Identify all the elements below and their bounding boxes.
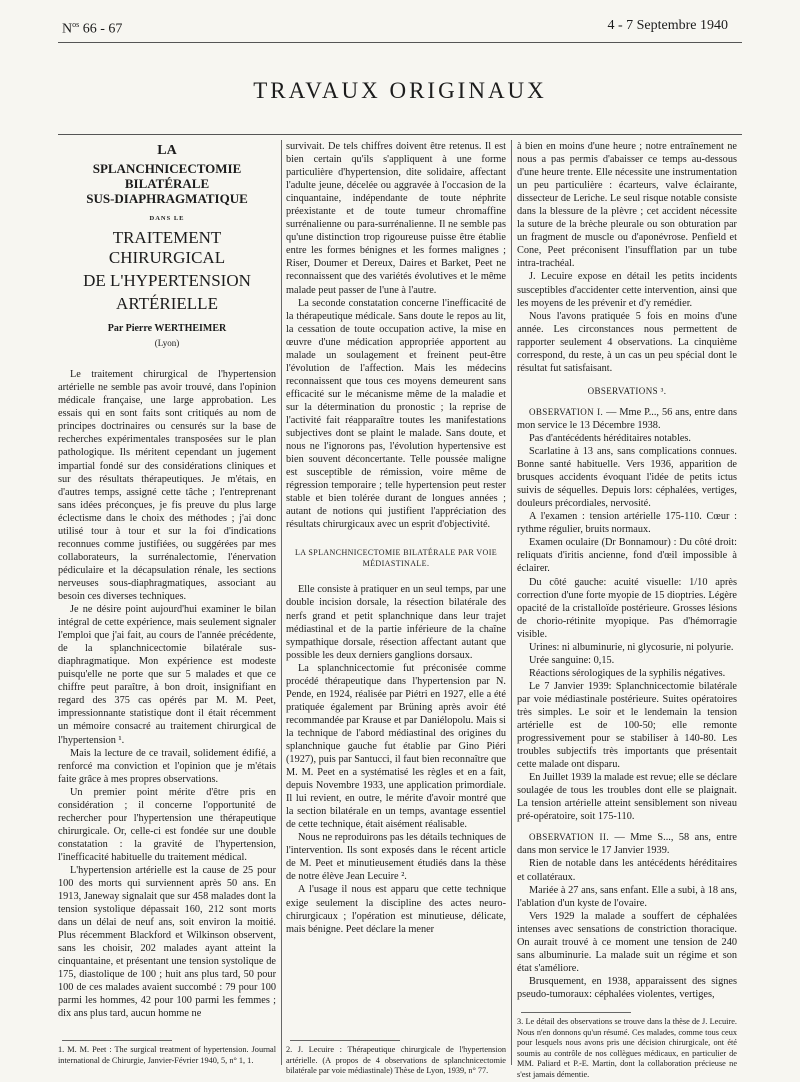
paragraph: La seconde constatation concerne l'inefficacité de la thérapeutique médicale. Sans doute le repos au lit, la cessation de toute occupation active, la mise en œuvre d'une médication appropriée apportent au malade un soulagement et freinent peut-être l'évolution de l'affection. Mais les médecins reconnaissent que tous ces moyens demeurent sans efficacité sur le mécanisme même de la maladie et sur la détermination du pronostic ; la reprise de l'activité fait réapparaître toutes les manifestations subjectives dont se plaint le malade. Sans doute, et nous ne l'ignorons pas, l'évolution hypertensive est bien souvent déconcertante. Telle poussée maligne est susceptible de rémission, voire même de régression temporaire ; telle hypertension peut rester stable et bien tolérée durant de longues années ; autant de notions qui justifient l'appréciation des résultats chirurgicaux avec un esprit d'objectivité. [286,297,506,531]
paragraph: En Juillet 1939 la malade est revue; elle se déclare soulagée de tous les troubles dont elle se plaignait. La tension artérielle atteint sensiblement son niveau pré-opératoire, soit 175-110. [517,772,737,823]
title-traitement: TRAITEMENT CHIRURGICAL [108,228,226,268]
paragraph: à bien en moins d'une heure ; notre entraînement ne nous a pas permis d'abaisser ce temps au-dessous d'une heure trente. Elle nécessite une instrumentation un peu particulière : écarteurs, valve éclairante, dissecteur de Leriche. Le seul risque notable consiste dans la blessure de la plèvre ; cet accident nécessite la suture de la brèche pleurale ou son obturation par un fragment de muscle ou d'aponévrose. Penfield et Cone, Peet préconisent l'insufflation par un tube intra-trachéal. [517,141,737,270]
issue-numbers: 66 - 67 [79,21,123,37]
footnote-rule [62,1040,172,1041]
column-1 [58,140,276,1021]
paragraph: Mariée à 27 ans, sans enfant. Elle a subi, à 18 ans, l'ablation d'un kyste de l'ovaire. [517,884,737,909]
paragraph: Pas d'antécédents héréditaires notables. [529,432,691,444]
header-rule [58,42,742,43]
author-name: Par Pierre WERTHEIMER [107,323,227,335]
paragraph: La splanchnicectomie fut préconisée comme procédé thérapeutique dans l'hypertension par N. Pende, en 1924, réalisée par Piétri en 1927, elle a été pratiquée également par Brüning après avoir été recommandée par Krause et par Daniélopolu. Mais si la technique de l'abord médiastinal des origines du splanchnique gauche fut établie par Gino Piéri (1927), puis par Santucci, il faut bien reconnaître que M. M. Peet en a systématisé les règles et en a fait, depuis Novembre 1933, une application primordiale. Il lui revient, en outre, le mérite d'avoir montré que la section bilatérale en un temps, avantage essentiel de cette technique, était aisément réalisable. [286,662,506,831]
observation-2 [517,831,737,857]
footnote-rule [290,1040,400,1041]
column-2 [286,140,506,936]
observation-intro: — Mme P..., 56 ans, entre dans mon service le 13 Décembre 1938. [517,406,737,431]
paragraph: J. Lecuire expose en détail les petits incidents susceptibles d'accidenter cette intervention, ainsi que les moyens de les prévenir et d'y remédier. [517,271,737,309]
paragraph: Examen oculaire (Dr Bonnamour) : Du côté droit: reliquats d'iritis ancienne, fond d'œil impossible à éclairer. [517,537,737,575]
paragraph: Du côté gauche: acuité visuelle: 1/10 après correction d'une forte myopie de 15 dioptries. Légère opacité de la cristalloïde postérieure. Grosses lésions de chorio-rétinite myopique. Pas d'hémorragie visible. [517,576,737,640]
paragraph: Scarlatine à 13 ans, sans complications connues. Bonne santé habituelle. Vers 1936, apparition de brusques accidents évoquant l'idée de petits ictus suivis de séquelles. Depuis lors: céphalées, vertiges, douleurs précordiales, nervosité. [517,446,737,510]
title-hypertension: DE L'HYPERTENSION [83,271,251,291]
subsection-heading: LA SPLANCHNICECTOMIE BILATÉRALE PAR VOIE MÉDIASTINALE. [294,548,498,569]
paragraph: Réactions sérologiques de la syphilis négatives. [529,667,726,679]
paragraph: Rien de notable dans les antécédents héréditaires et collatéraux. [517,858,737,883]
observation-intro: — Mme S..., 58 ans, entre dans mon service le 17 Janvier 1939. [517,832,737,857]
paragraph: Urines: ni albuminurie, ni glycosurie, ni polyurie. [529,641,734,653]
article-heading [58,144,276,350]
paragraph: Je ne désire point aujourd'hui examiner le bilan intégral de cette expérience, mais seulement signaler l'emploi que j'ai fait, au cours de l'année précédente, de la splanchnicectomie bilatérale sus-diaphragmatique. Mon expérience est modeste puisqu'elle ne porte que sur 5 malades et que ce chiffre peut paraître, à bon droit, insignifiant en regard des 375 cas opérés par M. M. Peet, impressionnante statistique dont il était récemment un mémoire consacré au traitement chirurgical de l'hypertension ¹. [58,604,276,746]
section-title: TRAVAUX ORIGINAUX [253,78,547,103]
author-city: (Lyon) [154,338,180,349]
paragraph: A l'examen : tension artérielle 175-110. Cœur : rythme régulier, bruits normaux. [517,511,737,536]
observation-1 [517,406,737,432]
paragraph: Le 7 Janvier 1939: Splanchnicectomie bilatérale par voie médiastinale postérieure. Suites opératoires très simples. Le soir et le lendemain la tension artérielle est de 100-50; elle remonte progressivement pour se stabiliser à 140-80. Les troubles subjectifs très importants que présentait cette malade ont disparu. [517,680,737,771]
paragraph: Nous l'avons pratiquée 5 fois en moins d'une année. Les circonstances nous permettent de rapporter seulement 4 observations. La cinquième correspond, du reste, à un cas un peu spécial dont le résultat fut satisfaisant. [517,310,737,374]
observations-heading: OBSERVATIONS ³. [587,385,667,396]
paragraph: Mais la lecture de ce travail, solidement édifié, a renforcé ma conviction et l'opinion que je m'étais faite grâce à mes propres observations. [58,747,276,785]
paragraph: Elle consiste à pratiquer en un seul temps, par une double incision dorsale, la résection bilatérale des nerfs grand et petit splanchnique dans leur trajet médiastinal et de la partie inférieure de la chaîne sympathique dorsale, résection affectant autant que possible les deux derniers ganglions dorsaux. [286,584,506,661]
issue-date: 4 - 7 Septembre 1940 [607,18,728,33]
footnote-3: 3. Le détail des observations se trouve dans la thèse de J. Lecuire. Nous n'en donnons qu'un résumé. Ces malades, comme tous ceux pour lesquels nous avons pris une décision chirurgicale, ont été soumis au contrôle de nos collègues médicaux, en particulier de MM. Paliard et P.-E. Martin, dont la collaboration précieuse ne s'est jamais démentie. [517,1017,737,1079]
issue-number [62,20,122,38]
title-arterielle: ARTÉRIELLE [116,294,218,314]
title-dans-le: DANS LE [149,215,185,223]
footnote-rule [521,1012,631,1013]
paragraph: A l'usage il nous est apparu que cette technique exige seulement la discipline des actes neuro-chirurgicaux ; l'opération est minutieuse, délicate, mais bénigne. Peet déclare la mener [286,884,506,935]
title-la: LA [157,143,177,158]
observation-label: OBSERVATION I. [529,406,604,417]
footnote-1: 1. M. M. Peet : The surgical treatment of hypertension. Journal international de Chirurgie, Janvier-Février 1940, 5, n° 1, 1. [58,1045,276,1065]
paragraph: Brusquement, en 1938, apparaissent des signes pseudo-tumoraux: céphalées violentes, vertiges, [517,975,737,1000]
observation-label: OBSERVATION II. [529,832,610,843]
footnote-2: 2. J. Lecuire : Thérapeutique chirurgicale de l'hypertension artérielle. (A propos de 4 observations de splanchnicectomie bilatérale par voie médiastinale) Thèse de Lyon, 1939, n° 77. [286,1045,506,1075]
paragraph: Vers 1929 la malade a souffert de céphalées intenses avec sensations de constriction thoracique. On aurait trouvé à ce moment une tension de 240 sans albuminurie. La malade suit un régime et son état s'améliore. [517,910,737,974]
title-sus-diaphragmatique: SUS-DIAPHRAGMATIQUE [86,191,248,207]
column-divider [511,140,512,1065]
paragraph: survivait. De tels chiffres doivent être retenus. Il est bien certain qu'ils s'appliquent à une forme particulière d'hypertension, dite solidaire, affectant l'adulte jeune, décelée ou aggravée à l'occasion de la cinquantaine, indépendante de toute néphrite préexistante et de toute tumeur chromaffine surrénalienne ou para-surrénalienne. Il ne semble pas qu'une distinction trop rigoureuse puisse être établie entre les formes bénignes et les formes malignes ; Riser, Doumer et Dereux, Daires et Barket, Peet ne reconnaissent que des variétés évolutives et le même malade peut passer de l'une à l'autre. [286,141,506,296]
paragraph: Le traitement chirurgical de l'hypertension artérielle ne semble pas avoir trouvé, dans l'opinion médicale française, une large approbation. Les essais qui en sont faits sont critiqués au nom de principes doctrinaires ou censurés sur la base de recherches expérimentales transposées sur le plan pathologique. Ils méritent cependant un jugement impartial fondé sur des considérations cliniques et sur des résultats thérapeutiques. Je m'étais, en d'autres temps, assigné cette tâche ; l'entreprenant sans idées préconçues, je fis preuve du plus large éclectisme dans le choix des méthodes ; j'ai donc utilisé tour à tour et sur la foi d'indications reconnues comme justifiées, ou suggérées par mes collaborateurs, la surrénalectomie, l'énervation pédiculaire et la décapsulation rénale, les sections nerveuses sous-diaphragmatiques, associant au besoin ces diverses techniques. [58,369,276,602]
section-rule [58,134,742,135]
paragraph: L'hypertension artérielle est la cause de 25 pour 100 des morts qui surviennent après 50 ans. En 1913, Janeway signalait que sur 458 malades dont la tension systolique dépassait 160, 212 sont morts dans un délai de neuf ans, soit environ la moitié. Plus récemment Blackford et Wilkinson observent, sans les choisir, 202 malades ayant atteint la cinquantaine, et présentant une tension systolique de 175, diastolique de 100 ; huit ans plus tard, 50 pour 100 de ces malades avaient succombé : 79 pour 100 parmi les hommes, 42 pour 100 parmi les femmes ; dix ans plus tard, aucun homme ne [58,864,276,1020]
paragraph: Nous ne reproduirons pas les détails techniques de l'intervention. Ils sont exposés dans le récent article de M. Peet et minutieusement étudiés dans la thèse de notre élève Jean Lecuire ². [286,832,506,883]
issue-sup: os [72,20,80,29]
paragraph: Un premier point mérite d'être pris en considération ; il concerne l'opportunité de rechercher pour l'hypertension une thérapeutique chirurgicale. Or, celle-ci est fondée sur une double constatation : la gravité de l'hypertension, l'inefficacité habituelle du traitement médical. [58,786,276,863]
title-splanchnicectomie: SPLANCHNICECTOMIE BILATÉRALE [92,161,242,192]
paragraph: Urée sanguine: 0,15. [529,654,615,666]
issue-prefix: N [62,21,73,37]
column-3 [517,140,737,1001]
column-divider [281,140,282,1065]
